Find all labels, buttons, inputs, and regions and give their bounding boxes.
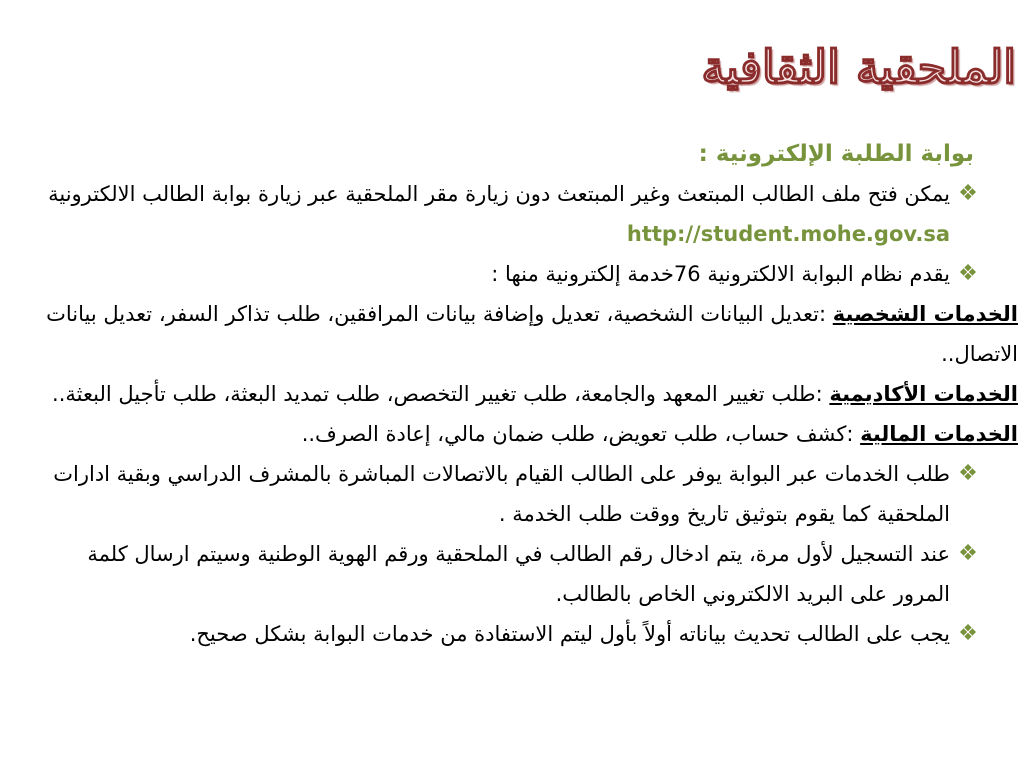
bullet-text: يجب على الطالب تحديث بياناته أولاً بأول ليتم الاستفادة من خدمات البوابة بشكل صحيح.: [189, 622, 950, 646]
service-text: :تعديل البيانات الشخصية، تعديل وإضافة بيانات المرافقين، طلب تذاكر السفر، تعديل بيانات الاتصال..: [46, 302, 1018, 366]
bullet-text: يمكن فتح ملف الطالب المبتعث وغير المبتعث دون زيارة مقر الملحقية عبر زيارة بوابة الطالب الالكترونية: [48, 182, 950, 206]
service-paragraph: [40, 294, 1018, 374]
diamond-bullet-icon: ❖: [958, 621, 978, 646]
diamond-bullet-icon: ❖: [958, 541, 978, 566]
service-text: :طلب تغيير المعهد والجامعة، طلب تغيير التخصص، طلب تمديد البعثة، طلب تأجيل البعثة..: [52, 382, 830, 406]
service-paragraph: [40, 414, 1018, 454]
service-label: الخدمات المالية: [860, 422, 1018, 446]
section-heading: بوابة الطلبة الإلكترونية :: [698, 141, 974, 167]
diamond-bullet-icon: ❖: [958, 261, 978, 286]
bullet-item: [40, 454, 980, 534]
bullet-text: يقدم نظام البوابة الالكترونية 76خدمة إلكترونية منها :: [491, 262, 950, 286]
service-paragraph: [40, 374, 1018, 414]
service-label: الخدمات الأكاديمية: [829, 382, 1018, 406]
bullet-item: [40, 534, 980, 614]
service-label: الخدمات الشخصية: [832, 302, 1018, 326]
bullet-item: [40, 254, 980, 294]
service-text: :كشف حساب، طلب تعويض، طلب ضمان مالي، إعادة الصرف..: [301, 422, 861, 446]
bullet-text: عند التسجيل لأول مرة، يتم ادخال رقم الطالب في الملحقية ورقم الهوية الوطنية وسيتم ارسال كلمة المرور على البريد الالكتروني الخاص بالطالب.: [87, 542, 950, 606]
diamond-bullet-icon: ❖: [958, 461, 978, 486]
diamond-bullet-icon: ❖: [958, 181, 978, 206]
bullet-item: [40, 174, 980, 254]
slide-content: [40, 134, 1018, 654]
slide-title: الملحقية الثقافية: [701, 40, 1016, 94]
bullet-text: طلب الخدمات عبر البوابة يوفر على الطالب القيام بالاتصالات المباشرة بالمشرف الدراسي وبقية ادارات الملحقية كما يقوم بتوثيق تاريخ ووقت طلب الخدمة .: [53, 462, 950, 526]
portal-link[interactable]: http://student.mohe.gov.sa: [626, 222, 950, 246]
bullet-item: [40, 614, 980, 654]
